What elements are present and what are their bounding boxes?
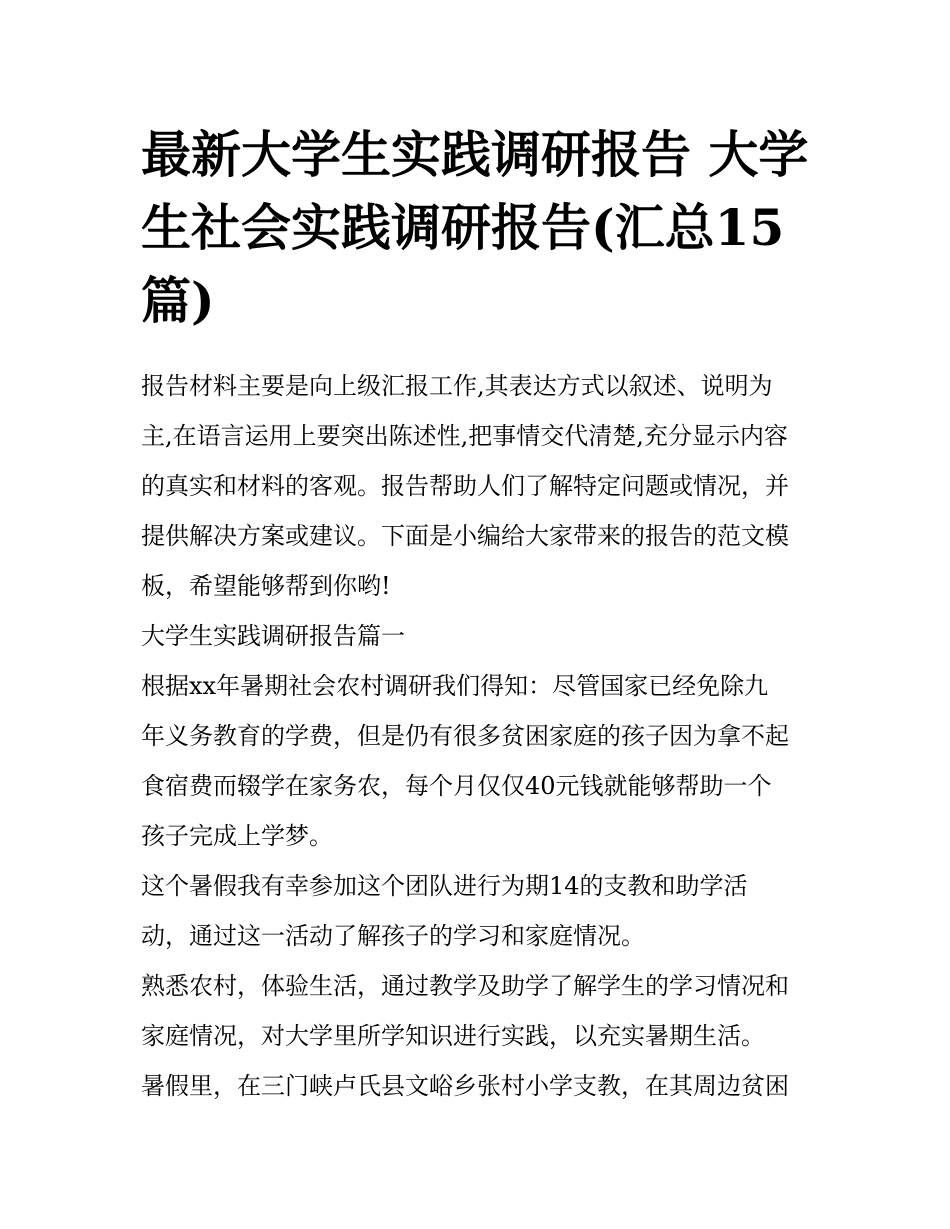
text-line: 年义务教育的学费，但是仍有很多贫困家庭的孩子因为拿不起: [141, 722, 789, 750]
text-line: 主,在语言运用上要突出陈述性,把事情交代清楚,充分显示内容: [141, 422, 788, 450]
text-line: 暑假里，在三门峡卢氏县文峪乡张村小学支教，在其周边贫困: [141, 1072, 789, 1100]
text-line: 大学生实践调研报告篇一: [141, 622, 405, 650]
body-paragraph: [141, 1061, 813, 1111]
text-line: 动，通过这一活动了解孩子的学习和家庭情况。: [141, 922, 645, 950]
text-line: 板，希望能够帮到你哟!: [141, 572, 391, 600]
document-title: [141, 118, 813, 337]
text-line: 提供解决方案或建议。下面是小编给大家带来的报告的范文模: [141, 522, 789, 550]
text-line: 家庭情况，对大学里所学知识进行实践，以充实暑期生活。: [141, 1022, 765, 1050]
section-heading: [141, 611, 813, 661]
text-line: 根据xx年暑期社会农村调研我们得知：尽管国家已经免除九: [141, 672, 769, 700]
document-content: [141, 118, 813, 1111]
body-paragraph: [141, 661, 813, 861]
text-line: 食宿费而辍学在家务农，每个月仅仅40元钱就能够帮助一个: [141, 772, 772, 800]
text-line: 熟悉农村，体验生活，通过教学及助学了解学生的学习情况和: [141, 972, 789, 1000]
text-line: 这个暑假我有幸参加这个团队进行为期14的支教和助学活: [141, 872, 748, 900]
text-line: 的真实和材料的客观。报告帮助人们了解特定问题或情况，并: [141, 472, 789, 500]
body-paragraph: [141, 861, 813, 961]
title-line: 最新大学生实践调研报告 大学: [141, 125, 809, 184]
document-body: [141, 361, 813, 1111]
intro-paragraph: [141, 361, 813, 611]
title-line: 篇): [141, 271, 215, 330]
text-line: 报告材料主要是向上级汇报工作,其表达方式以叙述、说明为: [141, 372, 773, 400]
text-line: 孩子完成上学梦。: [141, 822, 333, 850]
title-line: 生社会实践调研报告(汇总15: [141, 198, 785, 257]
body-paragraph: [141, 961, 813, 1061]
